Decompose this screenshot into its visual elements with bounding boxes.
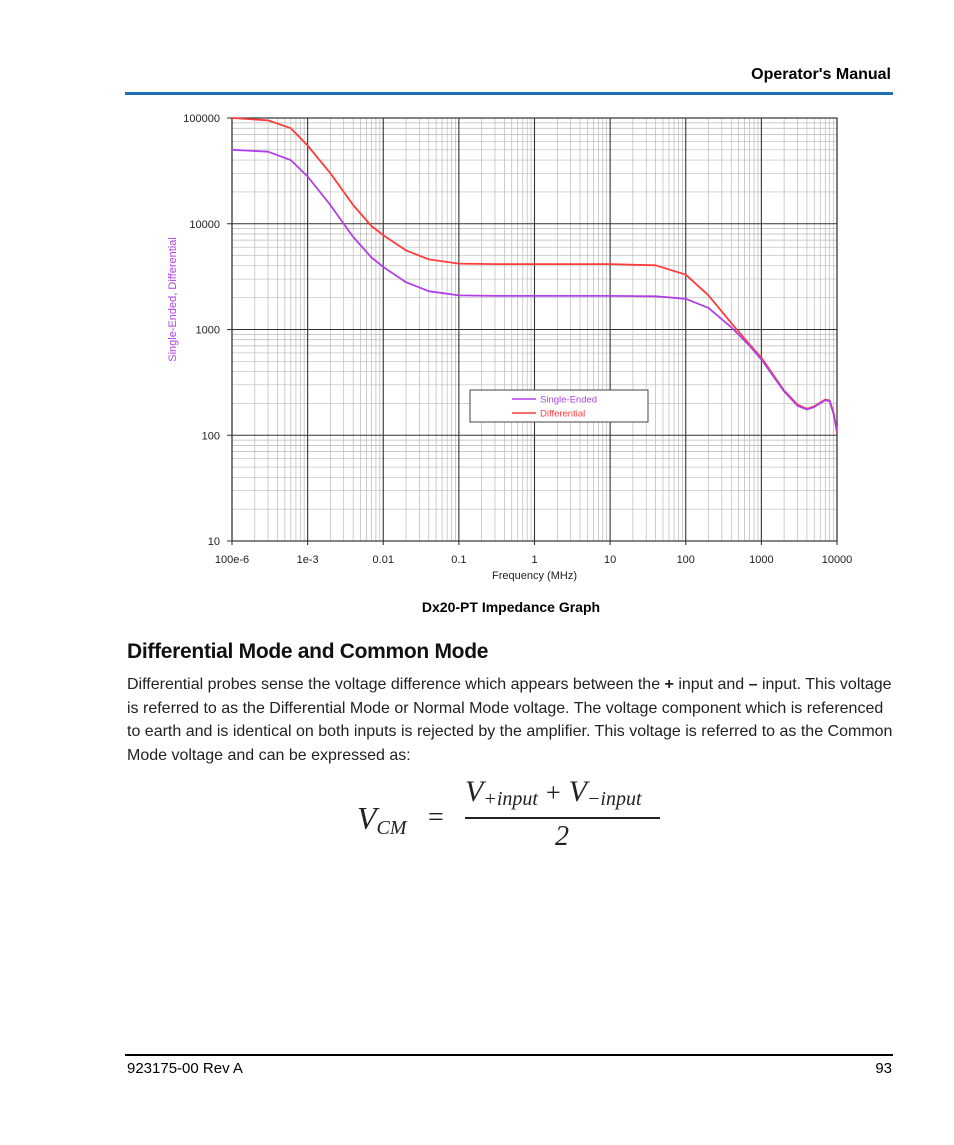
impedance-chart (160, 100, 860, 590)
formula-equals: = (428, 802, 444, 833)
x-tick-label: 1000 (749, 554, 774, 566)
legend-label: Single-Ended (540, 394, 598, 406)
legend-label: Differential (540, 408, 586, 420)
para-part-1: Differential probes sense the voltage difference which appears between the (127, 676, 665, 693)
minus-symbol: – (748, 676, 758, 693)
formula-lhs-v: V (357, 800, 377, 836)
figure-caption: Dx20-PT Impedance Graph (421, 599, 601, 615)
plus-symbol: + (664, 676, 674, 693)
formula-num-b: V (568, 775, 587, 808)
formula-num-a: V (465, 775, 484, 808)
x-tick-label: 0.01 (372, 554, 394, 566)
formula-num-a-sub: +input (483, 788, 538, 810)
para-part-2: input and (673, 676, 749, 693)
footer-doc-number: 923175-00 Rev A (127, 1060, 243, 1077)
y-axis-label: Single-Ended, Differential (167, 237, 179, 362)
formula-lhs (357, 800, 407, 840)
formula-lhs-sub: CM (376, 817, 407, 839)
x-tick-label: 10 (604, 554, 617, 566)
footer-page-number: 93 (875, 1060, 892, 1077)
x-tick-label: 1 (531, 554, 538, 566)
common-mode-formula (350, 775, 680, 855)
para-part-3: input. This voltage is referred to as the Differential Mode or Normal Mode voltage. The voltage component which is referenced to earth and is identical on both inputs is rejected by the amplifier. This voltage is referred to as the Common Mode voltage and can be expressed as: (127, 676, 893, 764)
formula-denominator: 2 (555, 821, 569, 852)
formula-numerator (465, 775, 642, 811)
x-tick-label: 1e-3 (296, 554, 319, 566)
x-axis-label: Frequency (MHz) (492, 570, 577, 582)
y-tick-label: 100 (201, 430, 220, 443)
x-tick-label: 10000 (821, 554, 853, 566)
section-title: Differential Mode and Common Mode (127, 640, 489, 663)
footer-rule (125, 1054, 893, 1056)
y-tick-label: 10 (207, 536, 220, 548)
formula-fraction-bar (465, 817, 660, 819)
y-tick-label: 10000 (189, 218, 220, 231)
y-tick-label: 100000 (183, 113, 220, 125)
x-tick-label: 100 (676, 554, 695, 566)
x-tick-label: 100e-6 (214, 554, 250, 566)
page-header (125, 60, 893, 95)
formula-num-b-sub: −input (586, 788, 642, 810)
body-paragraph (127, 673, 897, 767)
formula-plus: + (545, 778, 561, 807)
x-tick-label: 0.1 (451, 554, 467, 566)
y-tick-label: 1000 (195, 324, 220, 337)
header-title: Operator's Manual (751, 66, 891, 83)
